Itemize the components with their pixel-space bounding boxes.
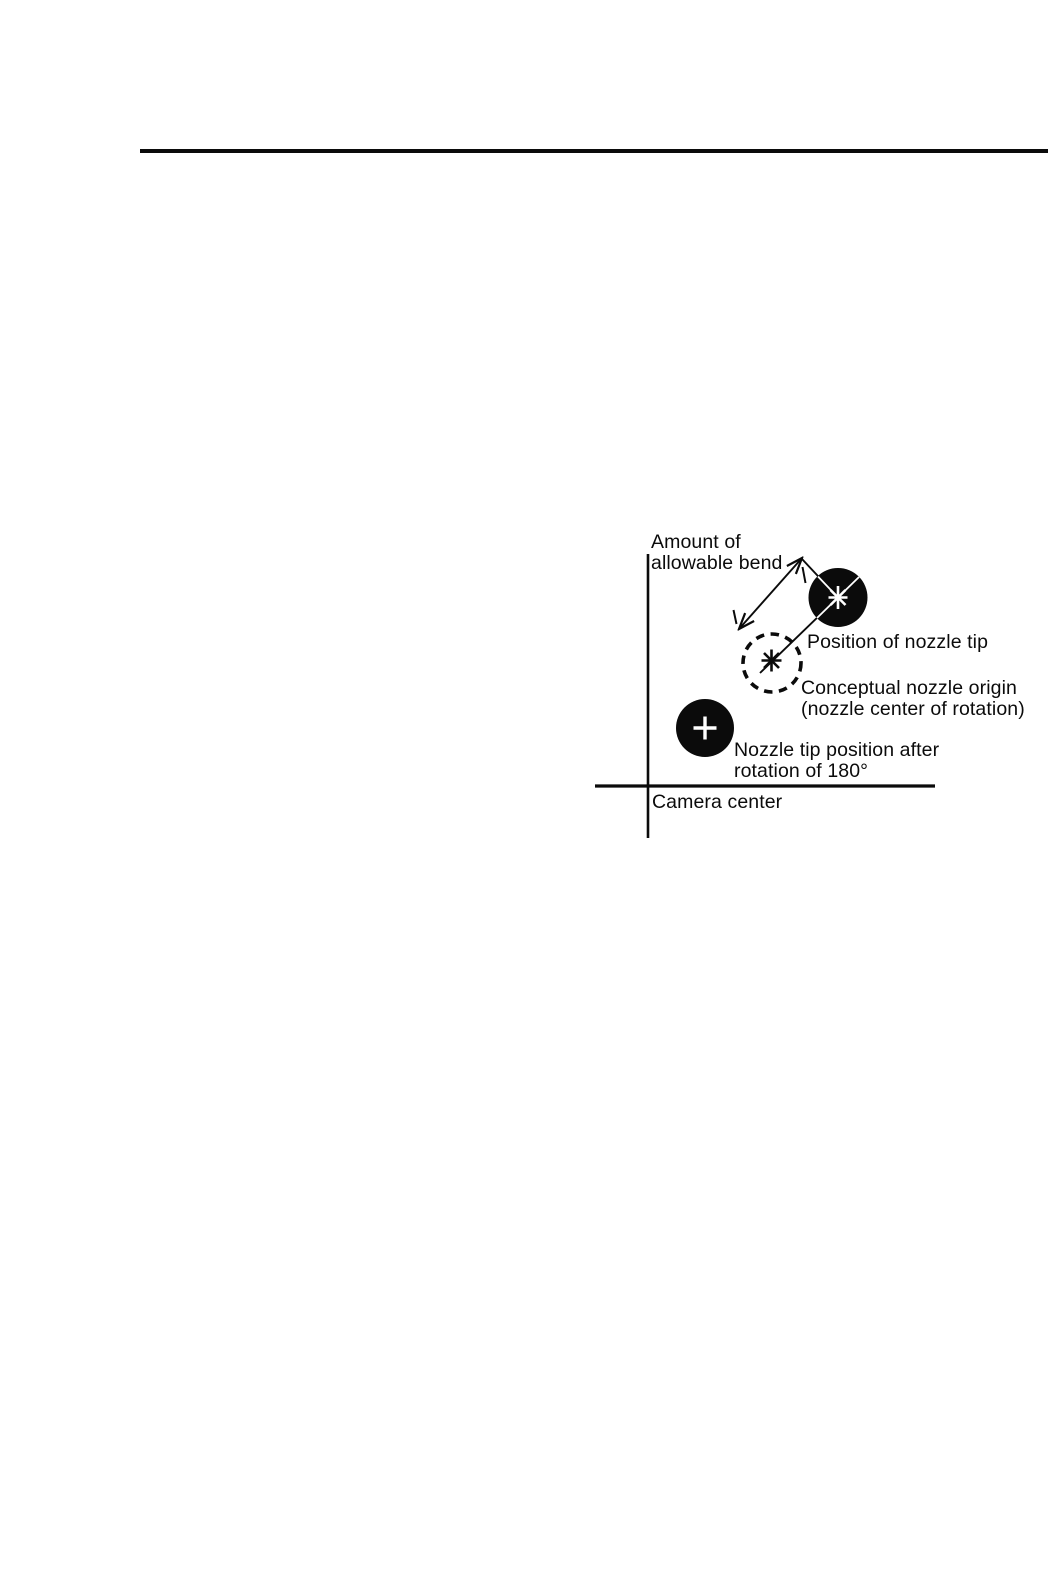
nozzle-tip-rotated-label-line1: Nozzle tip position after (734, 739, 940, 761)
allowable-bend-label-line1: Amount of (651, 531, 741, 553)
nozzle-origin-label-line1: Conceptual nozzle origin (801, 677, 1017, 699)
nozzle-origin-label-line2: (nozzle center of rotation) (801, 698, 1025, 720)
allowable-bend-label (651, 532, 783, 574)
dimension-tick-bottom (734, 610, 737, 624)
nozzle-tip-label: Position of nozzle tip (807, 631, 989, 653)
nozzle-origin-asterisk-icon (762, 650, 782, 672)
nozzle-origin-label (801, 678, 1025, 720)
dimension-tick-top (803, 567, 806, 583)
nozzle-tip-asterisk-icon (829, 586, 848, 609)
nozzle-tip-rotated-label-line2: rotation of 180° (734, 760, 869, 782)
nozzle-tip-rotated-label (734, 740, 939, 782)
camera-center-label: Camera center (652, 791, 783, 813)
allowable-bend-label-line2: allowable bend (651, 552, 783, 574)
